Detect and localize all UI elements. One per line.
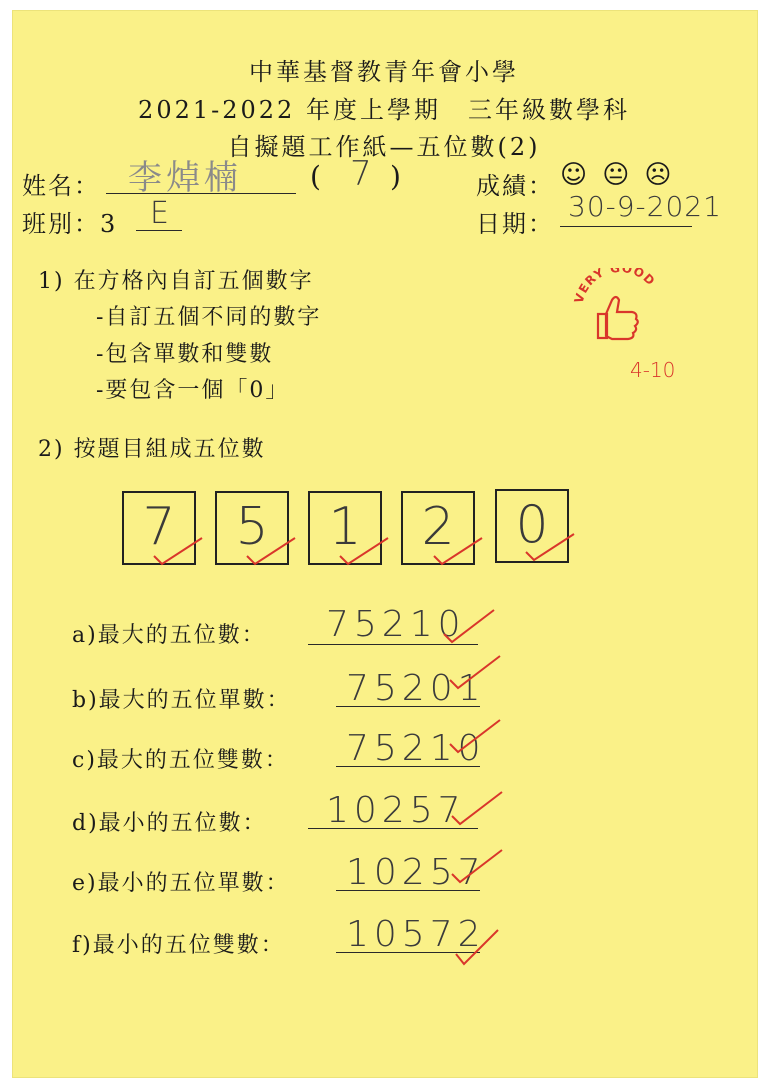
svg-text:VERY GOOD — [572, 268, 658, 305]
check-mark-icon — [440, 604, 500, 648]
stamp-date: 4-10 — [630, 358, 676, 382]
check-mark-icon — [336, 530, 396, 570]
term-title: 2021-2022 年度上學期 三年級數學科 — [138, 96, 630, 124]
digit-4: 2 — [421, 497, 455, 557]
digit-1: 7 — [142, 497, 176, 557]
grade-faces — [560, 160, 682, 190]
smile-face-icon: ☺ — [560, 160, 588, 190]
question-b-label: b)最大的五位單數： — [72, 688, 291, 713]
question-f-answer: 10572 — [346, 914, 486, 955]
school-name: 中華基督教青年會小學 — [249, 58, 519, 86]
name-line — [106, 193, 296, 194]
check-mark-icon — [446, 650, 506, 694]
question-f-label: f)最小的五位雙數： — [72, 933, 285, 958]
check-mark-icon — [150, 530, 210, 570]
class-label: 班別：3 — [22, 210, 118, 238]
digit-3: 1 — [328, 497, 362, 557]
digit-5: 0 — [515, 495, 549, 555]
class-value: E — [150, 196, 169, 231]
q1-title: 1) 在方格內自訂五個數字 — [38, 269, 314, 294]
question-a-label: a)最大的五位數： — [72, 623, 266, 648]
class-line — [136, 230, 182, 231]
check-mark-icon — [243, 530, 303, 570]
stamp-text: VERY GOOD — [572, 268, 658, 305]
sad-face-icon: ☹ — [644, 160, 672, 190]
worksheet-title: 自擬題工作紙—五位數(2) — [227, 133, 541, 161]
date-label: 日期： — [476, 210, 554, 238]
digit-2: 5 — [235, 497, 269, 557]
date-value: 30-9-2021 — [568, 190, 722, 223]
q1-item-3: -要包含一個「0」 — [96, 378, 290, 403]
q2-title: 2) 按題目組成五位數 — [38, 437, 266, 462]
thumbs-up-stamp-icon — [572, 268, 668, 354]
check-mark-icon — [448, 786, 508, 830]
check-mark-icon — [448, 844, 508, 888]
question-b-answer: 75201 — [346, 668, 486, 709]
date-line — [560, 226, 692, 227]
question-e-label: e)最小的五位單數： — [72, 871, 290, 896]
answer-line-b — [336, 706, 480, 707]
question-c-label: c)最大的五位雙數： — [72, 748, 289, 773]
question-a-answer: 75210 — [326, 604, 466, 645]
question-d-label: d)最小的五位數： — [72, 811, 267, 836]
answer-line-e — [336, 890, 480, 891]
q1-item-2: -包含單數和雙數 — [96, 342, 274, 367]
question-e-answer: 10257 — [346, 852, 486, 893]
name-value: 李焯楠 — [128, 158, 242, 198]
number-value: 7 — [350, 154, 372, 194]
check-mark-icon — [446, 714, 506, 758]
check-mark-icon — [522, 526, 582, 566]
neutral-face-icon: 😐 — [602, 160, 630, 190]
answer-line-c — [336, 766, 480, 767]
number-open: ( — [310, 160, 323, 193]
q1-item-1: -自訂五個不同的數字 — [96, 305, 322, 330]
very-good-stamp — [572, 268, 668, 354]
question-d-answer: 10257 — [326, 790, 466, 831]
number-close: ) — [390, 160, 403, 193]
grade-label: 成績： — [476, 172, 554, 200]
check-mark-icon — [452, 924, 504, 970]
question-c-answer: 75210 — [346, 728, 486, 769]
check-mark-icon — [430, 530, 490, 570]
name-label: 姓名： — [22, 172, 100, 200]
